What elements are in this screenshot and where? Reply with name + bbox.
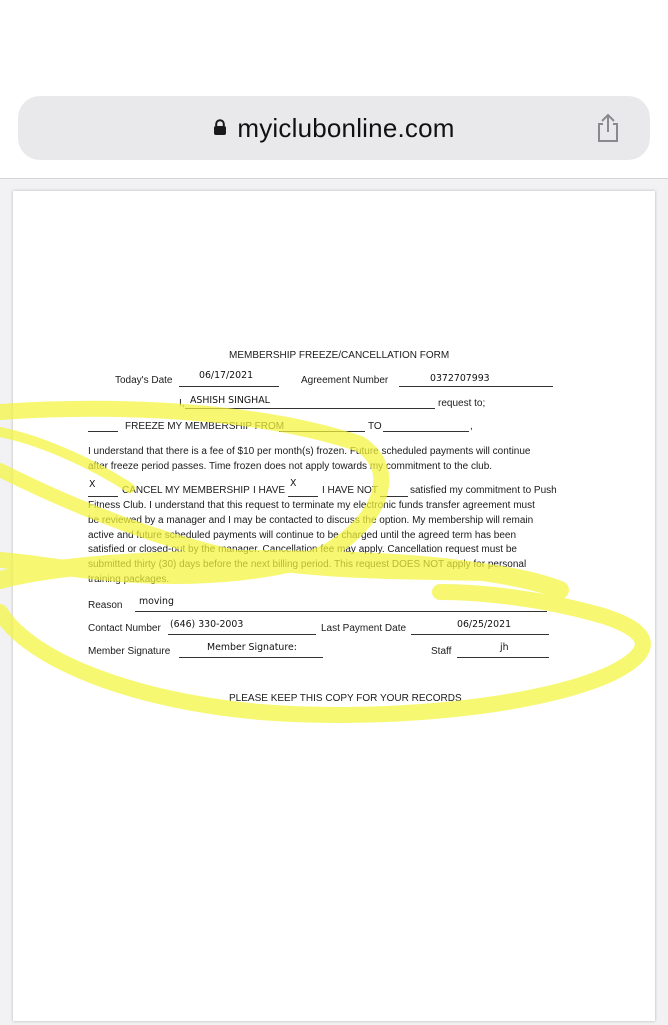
freeze-to-label: TO <box>368 421 382 432</box>
freeze-paragraph-line: I understand that there is a fee of $10 per month(s) frozen. Future scheduled payments will continue <box>88 446 531 457</box>
form-document <box>13 191 655 1021</box>
cancel-check-line[interactable] <box>88 496 118 497</box>
staff-line <box>457 657 549 658</box>
contact-number-label: Contact Number <box>88 623 161 634</box>
form-title: MEMBERSHIP FREEZE/CANCELLATION FORM <box>229 350 450 361</box>
member-signature-label: Member Signature <box>88 646 171 657</box>
freeze-paragraph-line: after freeze period passes. Time frozen does not apply towards my commitment to the club. <box>88 460 493 472</box>
i-have-check-line[interactable] <box>288 496 318 497</box>
last-payment-line <box>411 634 549 635</box>
todays-date-label: Today's Date <box>115 375 173 386</box>
staff-label: Staff <box>431 646 452 657</box>
contact-number-line <box>168 634 316 635</box>
agreement-number-value[interactable]: 0372707993 <box>430 373 490 384</box>
lock-icon <box>213 119 227 135</box>
reason-value[interactable]: moving <box>139 596 174 607</box>
request-to-label: request to; <box>438 398 486 409</box>
i-have-mark[interactable]: X <box>290 478 297 489</box>
last-payment-value[interactable]: 06/25/2021 <box>457 619 512 630</box>
freeze-to-line[interactable] <box>383 431 469 432</box>
cancel-paragraph-line: training packages. <box>88 573 170 585</box>
reason-label: Reason <box>88 600 123 611</box>
staff-value[interactable]: jh <box>500 642 509 653</box>
i-label: I, <box>179 398 185 409</box>
cancel-label: CANCEL MY MEMBERSHIP <box>122 485 250 496</box>
share-icon[interactable] <box>594 113 622 143</box>
address-bar[interactable] <box>18 96 650 160</box>
i-have-label: I HAVE <box>253 485 286 496</box>
freeze-label: FREEZE MY MEMBERSHIP FROM <box>125 421 285 432</box>
satisfied-text: satisfied my commitment to Push <box>410 485 557 496</box>
cancel-paragraph-line: be reviewed by a manager and I may be contacted to discuss the option. My membership will remain <box>88 514 534 526</box>
cancel-paragraph-line: submitted thirty (30) days before the next billing period. This request DOES NOT apply for personal <box>88 559 527 571</box>
i-have-not-check-line[interactable] <box>380 496 408 497</box>
url-text: myiclubonline.com <box>237 112 455 143</box>
contact-number-value[interactable]: (646) 330-2003 <box>170 619 244 630</box>
cancel-paragraph <box>88 499 578 588</box>
cancel-paragraph-line: satisfied or closed-out by the manager. Cancellation fee may apply. Cancellation request must be <box>88 544 517 556</box>
name-line <box>185 408 435 409</box>
pdf-page <box>13 191 655 1021</box>
member-signature-value[interactable]: Member Signature: <box>207 642 297 653</box>
agreement-number-label: Agreement Number <box>301 375 389 386</box>
freeze-paragraph <box>88 445 578 475</box>
agreement-number-line <box>399 386 553 387</box>
member-signature-line <box>179 657 323 658</box>
cancel-mark[interactable]: X <box>89 479 96 490</box>
document-viewer[interactable] <box>0 178 668 1025</box>
cancel-paragraph-line: Fitness Club. I understand that this request to terminate my electronic funds transfer agreement must <box>88 500 535 511</box>
i-have-not-label: I HAVE NOT <box>322 485 378 496</box>
last-payment-label: Last Payment Date <box>321 623 407 634</box>
todays-date-line <box>179 386 279 387</box>
footer-note: PLEASE KEEP THIS COPY FOR YOUR RECORDS <box>229 693 462 704</box>
member-name-value[interactable]: ASHISH SINGHAL <box>190 395 270 406</box>
todays-date-value[interactable]: 06/17/2021 <box>199 370 254 381</box>
freeze-comma: , <box>470 421 473 432</box>
cancel-paragraph-line: active and future scheduled payments will continue to be charged until the agreed term has been <box>88 529 517 541</box>
browser-chrome <box>0 0 668 178</box>
freeze-from-line[interactable] <box>279 431 365 432</box>
freeze-check-line[interactable] <box>88 431 118 432</box>
reason-line <box>135 611 547 612</box>
